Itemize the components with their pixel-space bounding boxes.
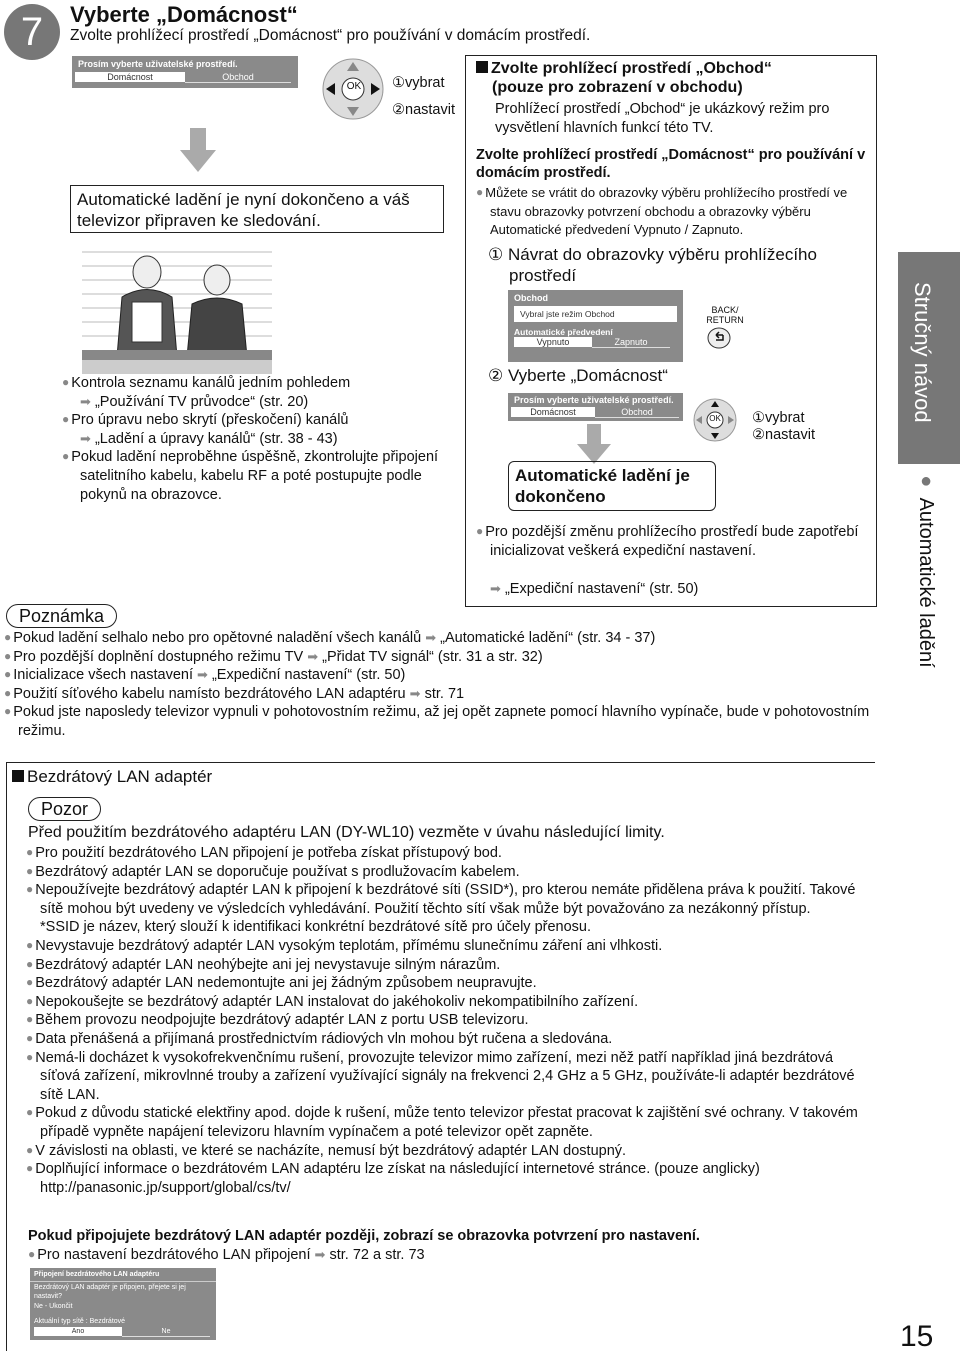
list-item: ● Nepokoušejte se bezdrátový adaptér LAN instalovat do jakéhokoliv nekompatibilního zařízení. bbox=[26, 993, 866, 1012]
ok-label: OK bbox=[346, 81, 362, 92]
later-change-ref[interactable]: ➡ „Expediční nastavení“ (str. 50) bbox=[490, 581, 699, 597]
later-change-bullet: ● Pro pozdější změnu prohlížecího prostředí bude zapotřebí inicializovat veškerá expediční nastavení. bbox=[476, 523, 864, 560]
wlan-list bbox=[26, 844, 866, 1197]
option-zapnuto[interactable]: Zapnuto bbox=[592, 337, 670, 348]
arrow-icon: ➡ bbox=[490, 581, 501, 596]
home-heading: Zvolte prohlížecí prostředí „Domácnost“ pro používání v domácím prostředí. bbox=[476, 147, 866, 181]
note-list bbox=[4, 629, 874, 741]
back-return-label: BACK/ RETURN bbox=[706, 305, 744, 325]
arrow-icon: ➡ bbox=[314, 1247, 326, 1262]
list-item: ● Nemá-li docházet k vysokofrekvenčnímu rušení, provozujte televizor mimo zařízení, mezi něž patří například jiná bezdrátová síťová zařízení, mikrovlnné trouby a zařízení využívající signály na frekvenci 2,4 GHz a 5 GHz, používáte-li adaptér bezdrátové sítě LAN. bbox=[26, 1049, 866, 1105]
list-item: ● V závislosti na oblasti, ve které se nacházíte, nemusí být bezdrátový adaptér LAN dostupný. bbox=[26, 1142, 866, 1161]
shop-message: Vybral jste režim Obchod bbox=[514, 306, 677, 322]
arrow-icon: ➡ bbox=[425, 630, 437, 645]
list-item: ● Data přenášená a přijímaná prostřednictvím rádiových vln mohou být ručena a sledována. bbox=[26, 1030, 866, 1049]
wlan-later-bold: Pokud připojujete bezdrátový LAN adaptér později, zobrazí se obrazovka potvrzení pro nastavení. bbox=[28, 1228, 700, 1244]
caution-label: Pozor bbox=[28, 797, 101, 821]
list-item-ref[interactable]: ➡ „Používání TV průvodce“ (str. 20) bbox=[80, 393, 309, 410]
side-tab-label: Stručný návod bbox=[910, 282, 935, 423]
side-section-label: ● Automatické ladění bbox=[915, 470, 937, 668]
step-return: ① Návrat do obrazovky výběru prohlížecího prostředí bbox=[488, 245, 817, 285]
env-select-header: Prosím vyberte uživatelské prostředí. bbox=[78, 59, 238, 69]
list-item: ● Pokud ladění neproběhne úspěšně, zkontrolujte připojení satelitního kabelu, kabelu RF a poté postupujte podle pokynů na obrazovce. bbox=[62, 448, 452, 504]
list-item: ● Pro pozdější doplnění dostupného režimu TV ➡ „Přidat TV signál“ (str. 31 a str. 32) bbox=[4, 648, 874, 667]
option-obchod[interactable]: Obchod bbox=[185, 72, 291, 83]
wlan-confirm-screen: Připojení bezdrátového LAN adaptéru Bezdrátový LAN adaptér je připojen, přejete si jej nastavit? Ne - Ukončit Aktuální typ sítě : Bezdrátové Ano Ne bbox=[30, 1268, 216, 1340]
list-item: ● Inicializace všech nastavení ➡ „Expediční nastavení“ (str. 50) bbox=[4, 666, 874, 685]
env-select-screen-2: Prosím vyberte uživatelské prostředí. Domácnost Obchod bbox=[508, 393, 683, 421]
list-item: ● Doplňující informace o bezdrátovém LAN adaptéru lze získat na následující internetové stránce. (pouze anglicky) http://panasonic.jp/support/global/cs/tv/ bbox=[26, 1160, 866, 1197]
list-item: ● Bezdrátový adaptér LAN nedemontujte ani jej žádným způsobem neupravujte. bbox=[26, 974, 866, 993]
option-ne[interactable]: Ne bbox=[122, 1327, 210, 1337]
list-item: ● Kontrola seznamu kanálů jedním pohledem bbox=[62, 374, 452, 393]
arrow-icon: ➡ bbox=[409, 685, 421, 701]
list-item: ● Pro použití bezdrátového LAN připojení je potřeba získat přístupový bod. bbox=[26, 844, 866, 863]
page-number: 15 bbox=[900, 1320, 934, 1353]
list-item: ● Během provozu neodpojujte bezdrátový adaptér LAN z portu USB televizoru. bbox=[26, 1011, 866, 1030]
list-item-ref[interactable]: ➡ „Ladění a úpravy kanálů“ (str. 38 - 43) bbox=[80, 430, 338, 447]
list-item: ● Použití síťového kabelu namísto bezdrátového LAN adaptéru ➡ str. 71 bbox=[4, 685, 874, 704]
home-bullet: ● Můžete se vrátit do obrazovky výběru prohlížecího prostředí ve stavu obrazovky potvrzení obchodu a obrazovky výběru Automatické předvedení Vypnuto / Zapnuto. bbox=[476, 184, 868, 240]
tuning-done-box-2: Automatické ladění je dokončeno bbox=[508, 461, 716, 511]
option-obchod[interactable]: Obchod bbox=[595, 407, 679, 418]
ok-set-label: ②nastavit bbox=[392, 102, 455, 118]
list-item: ● Nevystavuje bezdrátový adaptér LAN vysokým teplotám, přímému slunečnímu záření ani vlhkosti. bbox=[26, 937, 866, 956]
list-item: ● Bezdrátový adaptér LAN se doporučuje používat s prodlužovacím kabelem. bbox=[26, 863, 866, 882]
list-item: ● Pro úpravu nebo skrytí (přeskočení) kanálů bbox=[62, 411, 452, 430]
left-bullet-list bbox=[62, 374, 452, 504]
list-item: ● Bezdrátový adaptér LAN neohýbejte ani jej nevystavuje silným nárazům. bbox=[26, 956, 866, 975]
option-domacnost[interactable]: Domácnost bbox=[75, 72, 185, 82]
down-arrow-icon bbox=[180, 128, 216, 172]
ok-label: OK bbox=[709, 414, 721, 423]
arrow-icon: ➡ bbox=[80, 430, 91, 446]
ssid-note: *SSID je název, který slouží k identifikaci konkrétní bezdrátové sítě pro účely přenosu. bbox=[40, 919, 591, 936]
ok-select-label: ①vybrat bbox=[752, 410, 805, 426]
ok-select-label: ①vybrat bbox=[392, 75, 445, 91]
down-arrow-icon bbox=[577, 424, 611, 464]
back-return-icon[interactable] bbox=[707, 327, 731, 349]
arrow-icon: ➡ bbox=[307, 648, 319, 664]
step-number-badge: 7 bbox=[4, 4, 60, 60]
env-select-screen bbox=[72, 56, 298, 88]
option-ano[interactable]: Ano bbox=[34, 1327, 122, 1336]
list-item: ● Pokud jste naposledy televizor vypnuli v pohotovostním režimu, až jej opět zapnete pomocí hlavního vypínače, bude v pohotovostním režimu. bbox=[4, 703, 874, 740]
shop-screen: Obchod Vybral jste režim Obchod Automatické předvedení Vypnuto Zapnuto bbox=[508, 290, 683, 362]
tuning-done-box: Automatické ladění je nyní dokončeno a váš televizor připraven ke sledování. bbox=[70, 185, 444, 233]
wlan-title: Bezdrátový LAN adaptér bbox=[12, 767, 212, 787]
wlan-intro: Před použitím bezdrátového adaptéru LAN (DY-WL10) vezměte v úvahu následující limity. bbox=[28, 824, 665, 841]
note-label: Poznámka bbox=[6, 604, 117, 628]
option-domacnost[interactable]: Domácnost bbox=[511, 407, 595, 417]
shop-heading: Zvolte prohlížecí prostředí „Obchod“ (pouze pro zobrazení v obchodu) bbox=[476, 59, 772, 97]
step-title: Vyberte „Domácnost“ bbox=[70, 2, 298, 27]
ok-set-label: ②nastavit bbox=[752, 427, 815, 443]
list-item: ● Pokud ladění selhalo nebo pro opětovné naladění všech kanálů ➡ „Automatické ladění“ (str. 34 - 37) bbox=[4, 629, 874, 648]
arrow-icon: ➡ bbox=[197, 667, 208, 683]
arrow-icon: ➡ bbox=[80, 393, 91, 409]
list-item: ● Nepoužívejte bezdrátový adaptér LAN k připojení k bezdrátové síti (SSID*), pro kterou nemáte přidělena práva k použití. Takové sítě mohou být uvedeny ve výsledcích vyhledávání. Použití těchto sítí však může být považováno za nezákonný přístup. bbox=[26, 881, 866, 918]
wlan-later-item: ● Pro nastavení bezdrátového LAN připojení ➡ str. 72 a str. 73 bbox=[28, 1246, 425, 1265]
list-item: ● Pokud z důvodu statické elektřiny apod. dojde k rušení, může tento televizor přestat pracovat k zajištění své ochrany. V takovém případě vypněte napájení televizoru hlavním vypínačem a poté televizor opět zapněte. bbox=[26, 1104, 866, 1141]
step-subtitle: Zvolte prohlížecí prostředí „Domácnost“ pro používání v domácím prostředí. bbox=[70, 27, 591, 44]
step-select-home: ② Vyberte „Domácnost“ bbox=[488, 366, 668, 385]
couple-watching-tv-illustration bbox=[82, 242, 272, 374]
shop-text: Prohlížecí prostředí „Obchod“ je ukázkový režim pro vysvětlení hlavních funkcí této TV. bbox=[495, 101, 830, 136]
option-vypnuto[interactable]: Vypnuto bbox=[514, 337, 592, 347]
